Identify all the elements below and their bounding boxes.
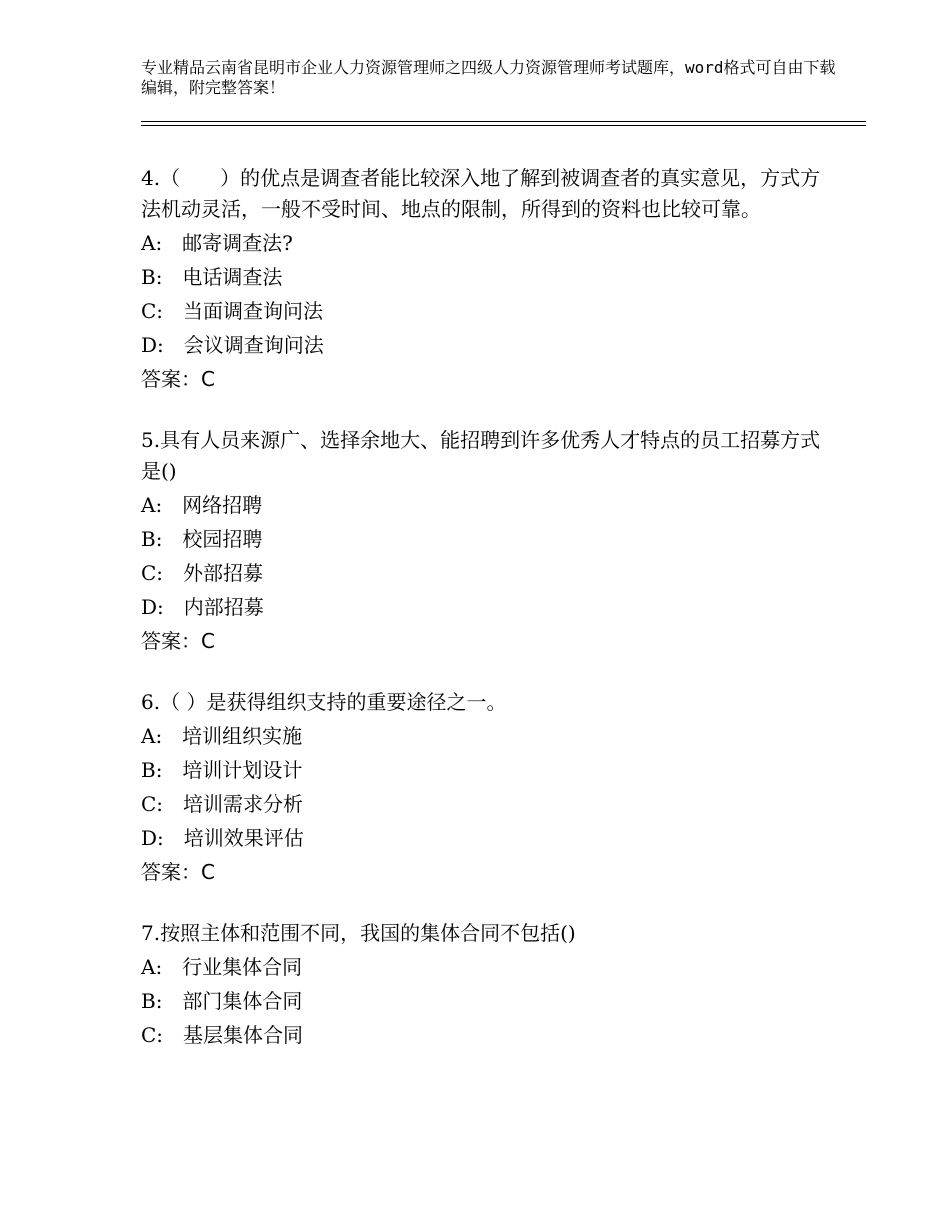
option-b: B: 部门集体合同: [141, 989, 303, 1013]
option-b: B: 校园招聘: [141, 527, 263, 551]
option-c: C: 外部招募: [141, 561, 264, 585]
option-c: C: 培训需求分析: [141, 792, 304, 816]
question-text: 5.具有人员来源广、选择余地大、能招聘到许多优秀人才特点的员工招募方式是(): [141, 428, 821, 483]
answer-label: 答案：C: [141, 860, 215, 884]
option-d: D: 会议调查询问法: [141, 333, 324, 357]
option-a: A: 培训组织实施: [141, 724, 303, 748]
question-item: [141, 687, 821, 888]
document-header-title: 专业精品云南省昆明市企业人力资源管理师之四级人力资源管理师考试题库，word格式可自由下载编辑，附完整答案！: [141, 58, 836, 97]
option-a: A: 行业集体合同: [141, 955, 303, 979]
option-b: B: 培训计划设计: [141, 758, 303, 782]
option-c: C: 基层集体合同: [141, 1023, 304, 1047]
option-d: D: 培训效果评估: [141, 826, 304, 850]
question-text: 6.（ ）是获得组织支持的重要途径之一。: [141, 690, 507, 714]
answer-label: 答案：C: [141, 367, 215, 391]
option-b: B: 电话调查法: [141, 265, 283, 289]
option-a: A: 邮寄调查法?: [141, 231, 293, 255]
option-d: D: 内部招募: [141, 595, 264, 619]
header-divider-top: [141, 121, 866, 122]
question-item: [141, 163, 821, 395]
question-item: [141, 918, 821, 1051]
question-item: [141, 425, 821, 657]
question-list: [141, 163, 821, 1081]
question-text: 7.按照主体和范围不同，我国的集体合同不包括(): [141, 921, 576, 945]
option-a: A: 网络招聘: [141, 493, 263, 517]
option-c: C: 当面调查询问法: [141, 299, 324, 323]
answer-label: 答案：C: [141, 629, 215, 653]
header-divider-bottom: [141, 125, 866, 126]
question-text: 4.（ ）的优点是调查者能比较深入地了解到被调查者的真实意见，方式方法机动灵活，一般不受时间、地点的限制，所得到的资料也比较可靠。: [141, 166, 821, 221]
